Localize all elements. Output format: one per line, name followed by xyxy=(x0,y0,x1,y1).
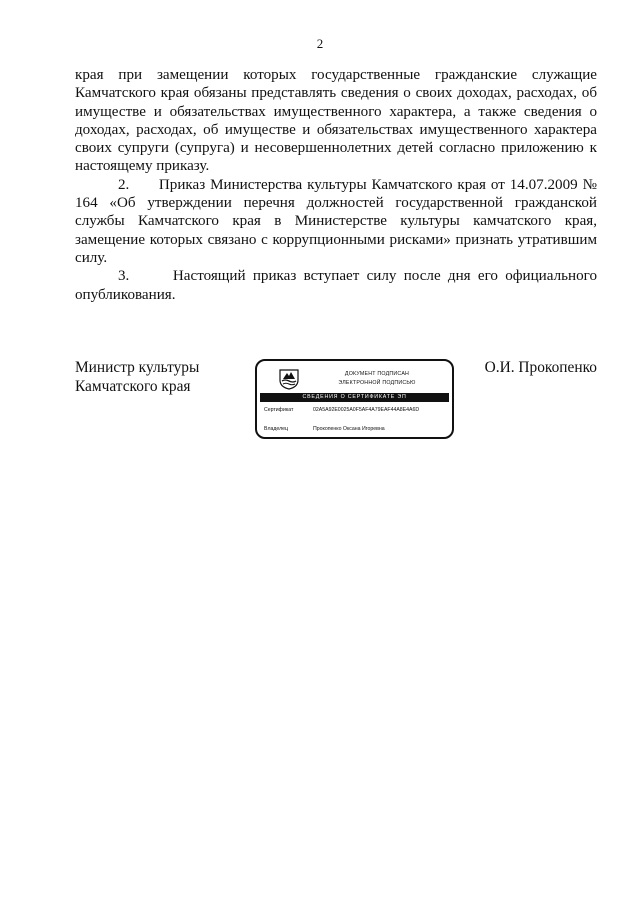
electronic-signature-stamp xyxy=(255,359,454,439)
owner-value: Прокопенко Оксана Игоревна xyxy=(313,426,385,432)
certificate-label: Сертификат xyxy=(264,407,294,413)
owner-label: Владелец xyxy=(264,426,288,432)
certificate-info-bar: СВЕДЕНИЯ О СЕРТИФИКАТЕ ЭП xyxy=(260,393,449,402)
paragraph-item-2: 2. Приказ Министерства культуры Камчатского края от 14.07.2009 № 164 «Об утверждении перечня должностей государственной гражданской службы Камчатского края в Министерстве культуры камчатского края, замещение которых связано с коррупционными рисками» признать утратившим силу. xyxy=(75,176,597,266)
paragraph-item-3: 3. Настоящий приказ вступает силу после дня его официального опубликования. xyxy=(75,268,597,303)
stamp-title xyxy=(307,370,447,387)
paragraph-continuation: края при замещении которых государственные гражданские служащие Камчатского края обязаны представлять сведения о своих доходах, расходах, об имуществе и обязательствах имущественного характера, а также сведения о доходах, расходах, об имуществе и обязательствах имущественного характера своих супруги (супруга) и несовершеннолетних детей согласно приложению к настоящему приказу. xyxy=(75,67,597,175)
signatory-name: О.И. Прокопенко xyxy=(484,359,597,376)
signatory-position xyxy=(75,359,199,396)
signatory-position-line-2: Камчатского края xyxy=(75,377,191,395)
signatory-position-line-1: Министр культуры xyxy=(75,359,200,376)
stamp-title-line-2: ЭЛЕКТРОННОЙ ПОДПИСЬЮ xyxy=(338,379,416,386)
certificate-row xyxy=(264,407,419,414)
certificate-value: 02A5A92E0025A0F5AF4A79EAF44A8E4A6D xyxy=(313,407,420,413)
coat-of-arms-icon xyxy=(279,368,299,390)
page-number: 2 xyxy=(316,36,324,51)
stamp-title-line-1: ДОКУМЕНТ ПОДПИСАН xyxy=(344,371,410,377)
owner-row xyxy=(264,426,385,432)
document-body xyxy=(75,66,597,304)
